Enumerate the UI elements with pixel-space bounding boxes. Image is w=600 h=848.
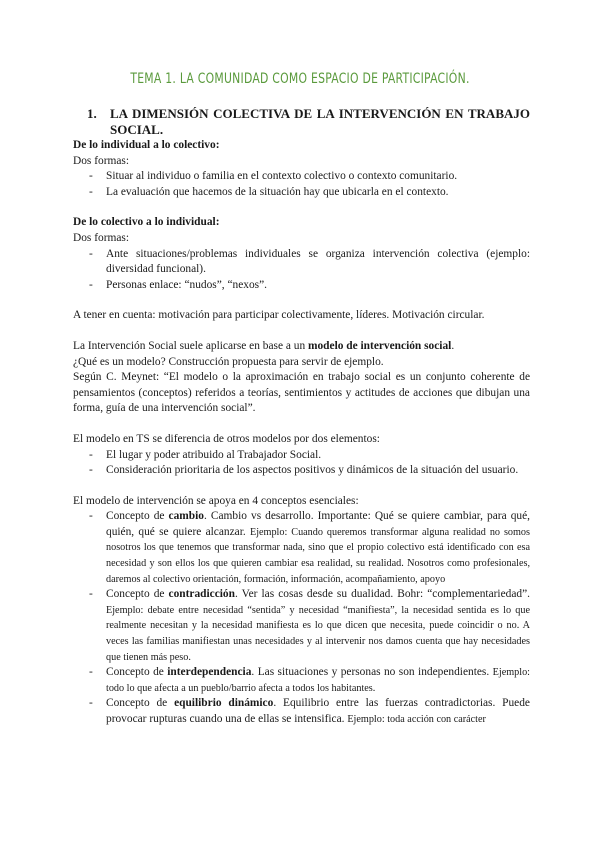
- list-conceptos: [73, 509, 530, 727]
- list-item: - Ante situaciones/problemas individuales se organiza intervención colectiva (ejemplo: diversidad funcional).: [73, 247, 530, 278]
- list-item: - Consideración prioritaria de los aspectos positivos y dinámicos de la situación del usuario.: [73, 463, 530, 479]
- document-title: TEMA 1. LA COMUNIDAD COMO ESPACIO DE PARTICIPACIÓN.: [130, 71, 470, 87]
- list-colectivo-individual: [73, 247, 530, 294]
- concept-contradiccion: - Concepto de contradicción. Ver las cosas desde su dualidad. Bohr: “complementariedad”. Ejemplo: debate entre necesidad “sentida” y necesidad “manifiesta”, la necesidad sentida es lo que realmente necesitan y la necesidad manifiesta es lo que dicen que necesita, puede coincidir o no. A veces las familias manifiestan unas necesidades y al intervenir nos damos cuenta que hay necesidades que tienen más peso.: [73, 587, 530, 665]
- paragraph-meynet: Según C. Meynet: “El modelo o la aproximación en trabajo social es un conjunto coherente de pensamientos (conceptos) referidos a teorías, sentimientos y actitudes de acciones que dibujan una forma, guía de una intervención social”.: [73, 371, 530, 415]
- paragraph-dos-formas-2: Dos formas:: [73, 231, 129, 244]
- subheading-colectivo-individual: De lo colectivo a lo individual:: [73, 216, 220, 229]
- paragraph-conceptos: El modelo de intervención se apoya en 4 conceptos esenciales:: [73, 494, 359, 507]
- list-item: - Personas enlace: “nudos”, “nexos”.: [73, 278, 530, 294]
- subheading-individual-colectivo: De lo individual a lo colectivo:: [73, 139, 220, 151]
- list-modelo-ts: [73, 448, 530, 479]
- paragraph-modelo-ts: El modelo en TS se diferencia de otros modelos por dos elementos:: [73, 432, 380, 445]
- list-item: - El lugar y poder atribuido al Trabajador Social.: [73, 448, 530, 464]
- concept-interdependencia: - Concepto de interdependencia. Las situaciones y personas no son independientes. Ejemplo: todo lo que afecta a un pueblo/barrio afecta a todos los habitantes.: [73, 665, 530, 696]
- bold-modelo: modelo de intervención social: [308, 339, 452, 352]
- section-heading: [87, 106, 530, 138]
- list-individual-colectivo: [73, 169, 530, 200]
- document-body: [73, 138, 530, 728]
- paragraph-que-es-modelo: ¿Qué es un modelo? Construcción propuesta para servir de ejemplo.: [73, 355, 384, 368]
- paragraph-tener-en-cuenta: A tener en cuenta: motivación para participar colectivamente, líderes. Motivación circular.: [73, 309, 485, 322]
- paragraph-dos-formas-1: Dos formas:: [73, 154, 129, 167]
- list-item: - La evaluación que hacemos de la situación hay que ubicarla en el contexto.: [73, 185, 530, 201]
- section-number: 1.: [87, 106, 97, 121]
- concept-cambio: - Concepto de cambio. Cambio vs desarrollo. Importante: Qué se quiere cambiar, para qué, quién, qué se quiere alcanzar. Ejemplo: Cuando queremos transformar alguna realidad no somos nosotros los que tenemos que transformar nada, sino que el propio colectivo está identificado con esa necesidad y son ellos los que quieren cambiar esa realidad, su realidad. Nosotros como profesionales, daremos al colectivo orientación, formación, información, acompañamiento, apoyo: [73, 509, 530, 587]
- concept-equilibrio: - Concepto de equilibrio dinámico. Equilibrio entre las fuerzas contradictorias. Puede provocar rupturas cuando una de ellas se intensifica. Ejemplo: toda acción con carácter: [73, 696, 530, 727]
- paragraph-modelo: La Intervención Social suele aplicarse en base a un modelo de intervención social.: [73, 339, 455, 352]
- list-item: - Situar al individuo o familia en el contexto colectivo o contexto comunitario.: [73, 169, 530, 185]
- section-heading-text: LA DIMENSIÓN COLECTIVA DE LA INTERVENCIÓN EN TRABAJO SOCIAL.: [110, 106, 530, 137]
